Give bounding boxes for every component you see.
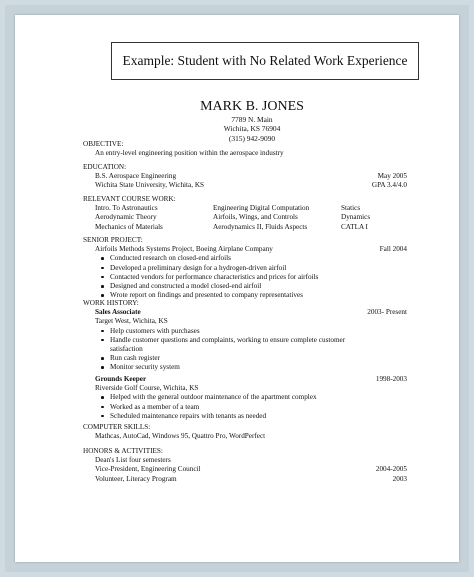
course: CATLA I [341, 222, 368, 231]
project-name: Airfoils Methods Systems Project, Boeing Airplane Company [95, 245, 273, 254]
education-school-row [83, 181, 407, 190]
list-item: Monitor security system [83, 363, 407, 372]
list-item: Wrote report on findings and presented to company representatives [83, 291, 407, 300]
honors-heading: HONORS & ACTIVITIES: [83, 447, 163, 455]
list-item: Help customers with purchases [83, 327, 407, 336]
honor-item: Dean's List four semesters [95, 456, 171, 465]
resume-page [15, 15, 459, 562]
project-row [83, 245, 407, 254]
work-history-section [83, 299, 407, 373]
list-item: Scheduled maintenance repairs with tenants as needed [83, 412, 407, 421]
list-item: Developed a preliminary design for a hydrogen-driven airfoil [83, 264, 407, 273]
list-item: Designed and constructed a model closed-end airfoil [83, 282, 407, 291]
job-title-row [83, 308, 407, 317]
list-item: Worked as a member of a team [83, 403, 407, 412]
objective-section [83, 140, 407, 158]
education-degree-row [83, 172, 407, 181]
work-history-job-2 [83, 375, 407, 421]
education-section [83, 163, 407, 191]
course: Engineering Digital Computation [213, 204, 310, 213]
senior-project-heading: SENIOR PROJECT: [83, 236, 143, 244]
job-title: Sales Associate [95, 308, 141, 317]
computer-skills-section [83, 423, 407, 441]
list-item: Handle customer questions and complaints, working to ensure complete customer [83, 336, 407, 345]
job-title: Grounds Keeper [95, 375, 147, 383]
job-employer: Target West, Wichita, KS [95, 317, 168, 326]
list-item: Conducted research on closed-end airfoils [83, 254, 407, 263]
honors-row [83, 475, 407, 484]
senior-project-section [83, 236, 407, 300]
course: Airfoils, Wings, and Controls [213, 213, 298, 222]
course: Dynamics [341, 213, 371, 222]
job-bullets [83, 393, 407, 421]
phone-number: (315) 942-9090 [228, 133, 276, 143]
work-history-heading: WORK HISTORY: [83, 299, 139, 307]
list-item: Helped with the general outdoor maintenance of the apartment complex [83, 393, 407, 402]
list-item: satisfaction [110, 345, 143, 354]
coursework-section [83, 195, 407, 232]
honors-row [83, 465, 407, 474]
list-item: Contacted vendors for performance characteristics and prices for airfoils [83, 273, 407, 282]
job-title-row [83, 375, 407, 384]
computer-skills-heading: COMPUTER SKILLS: [83, 423, 151, 431]
computer-skills-text: Mathcas, AutoCad, Windows 95, Quattro Pro, WordPerfect [95, 432, 266, 441]
job-date: 1998-2003 [375, 375, 407, 383]
degree: B.S. Aerospace Engineering [95, 172, 177, 181]
list-item: Run cash register [83, 354, 407, 363]
course: Aerodynamic Theory [95, 213, 157, 222]
education-heading: EDUCATION: [83, 163, 127, 171]
honors-row [83, 456, 407, 465]
gpa: GPA 3.4/4.0 [371, 181, 407, 190]
coursework-row [83, 213, 407, 222]
address-line-2: Wichita, KS 76904 [223, 124, 281, 134]
project-date: Fall 2004 [379, 245, 407, 254]
job-bullets [83, 327, 407, 373]
honor-item: Volunteer, Literacy Program [95, 474, 177, 483]
coursework-heading: RELEVANT COURSE WORK: [83, 195, 176, 203]
objective-heading: OBJECTIVE: [83, 140, 124, 148]
course: Statics [341, 204, 361, 213]
course: Intro. To Astronautics [95, 204, 158, 213]
coursework-row [83, 223, 407, 232]
resume-header [15, 99, 459, 143]
honor-date: 2004-2005 [375, 465, 407, 474]
honor-item: Vice-President, Engineering Council [95, 465, 201, 474]
job-employer: Riverside Golf Course, Wichita, KS [95, 384, 199, 393]
job-date: 2003- Present [367, 308, 407, 317]
graduation-date: May 2005 [377, 172, 407, 181]
page-title: Example: Student with No Related Work Experience [111, 42, 419, 80]
project-bullets [83, 254, 407, 300]
school: Wichita State University, Wichita, KS [95, 181, 205, 190]
objective-text: An entry-level engineering position within the aerospace industry [95, 149, 284, 158]
honors-section [83, 447, 407, 484]
applicant-name: MARK B. JONES [200, 99, 304, 114]
coursework-row [83, 204, 407, 213]
course: Aerodynamics II, Fluids Aspects [213, 222, 308, 231]
course: Mechanics of Materials [95, 222, 163, 231]
honor-date: 2003 [392, 474, 407, 483]
address-line-1: 7789 N. Main [231, 115, 273, 124]
